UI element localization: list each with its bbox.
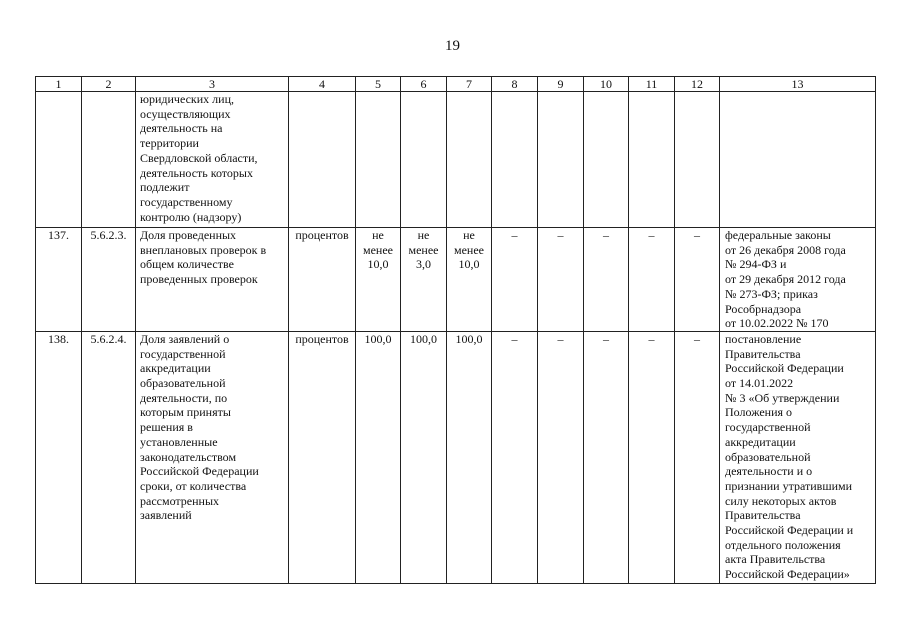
row-number: 137. [36, 228, 82, 332]
header-cell: 7 [447, 77, 492, 92]
legal-basis: постановление Правительства Российской Федерации от 14.01.2022 № 3 «Об утверждении Положения о государственной аккредитации образовательной деятельности и о признании утратившими силу некоторых актов Правительства Российской Федерации и отдельного положения акта Правительства Российской Федерации» [720, 331, 876, 583]
table-row [36, 92, 876, 228]
value-col6 [401, 92, 447, 228]
value-col7: 100,0 [447, 331, 492, 583]
row-number [36, 92, 82, 228]
header-cell: 10 [584, 77, 629, 92]
value-col10: – [584, 331, 629, 583]
header-cell: 2 [82, 77, 136, 92]
indicator-name: Доля проведенных внеплановых проверок в общем количестве проведенных проверок [136, 228, 289, 332]
value-col8: – [492, 331, 538, 583]
header-cell: 4 [289, 77, 356, 92]
value-col9: – [538, 331, 584, 583]
value-col7 [447, 92, 492, 228]
header-cell: 1 [36, 77, 82, 92]
value-col5: 100,0 [356, 331, 401, 583]
value-col6: 100,0 [401, 331, 447, 583]
value-col9: – [538, 228, 584, 332]
value-col5 [356, 92, 401, 228]
value-col7: не менее 10,0 [447, 228, 492, 332]
unit: процентов [289, 331, 356, 583]
indicators-table [35, 76, 876, 584]
value-col8: – [492, 228, 538, 332]
value-col6: не менее 3,0 [401, 228, 447, 332]
value-col12 [675, 92, 720, 228]
legal-basis: федеральные законы от 26 декабря 2008 года № 294-ФЗ и от 29 декабря 2012 года № 273-ФЗ; приказ Рособрнадзора от 10.02.2022 № 170 [720, 228, 876, 332]
value-col10 [584, 92, 629, 228]
value-col5: не менее 10,0 [356, 228, 401, 332]
header-cell: 9 [538, 77, 584, 92]
value-col11: – [629, 331, 675, 583]
indicator-name: юридических лиц, осуществляющих деятельность на территории Свердловской области, деятельность которых подлежит государственному контролю (надзору) [136, 92, 289, 228]
header-row [36, 77, 876, 92]
row-code [82, 92, 136, 228]
header-cell: 8 [492, 77, 538, 92]
value-col11: – [629, 228, 675, 332]
row-code: 5.6.2.3. [82, 228, 136, 332]
header-cell: 5 [356, 77, 401, 92]
unit [289, 92, 356, 228]
value-col9 [538, 92, 584, 228]
unit: процентов [289, 228, 356, 332]
header-cell: 6 [401, 77, 447, 92]
header-cell: 13 [720, 77, 876, 92]
header-cell: 3 [136, 77, 289, 92]
page-number: 19 [445, 38, 460, 54]
header-cell: 12 [675, 77, 720, 92]
row-code: 5.6.2.4. [82, 331, 136, 583]
legal-basis [720, 92, 876, 228]
row-number: 138. [36, 331, 82, 583]
indicator-name: Доля заявлений о государственной аккредитации образовательной деятельности, по которым приняты решения в установленные законодательством Российской Федерации сроки, от количества рассмотренных заявлений [136, 331, 289, 583]
value-col11 [629, 92, 675, 228]
table-row [36, 228, 876, 332]
table-row [36, 331, 876, 583]
value-col12: – [675, 228, 720, 332]
header-cell: 11 [629, 77, 675, 92]
value-col8 [492, 92, 538, 228]
value-col10: – [584, 228, 629, 332]
value-col12: – [675, 331, 720, 583]
